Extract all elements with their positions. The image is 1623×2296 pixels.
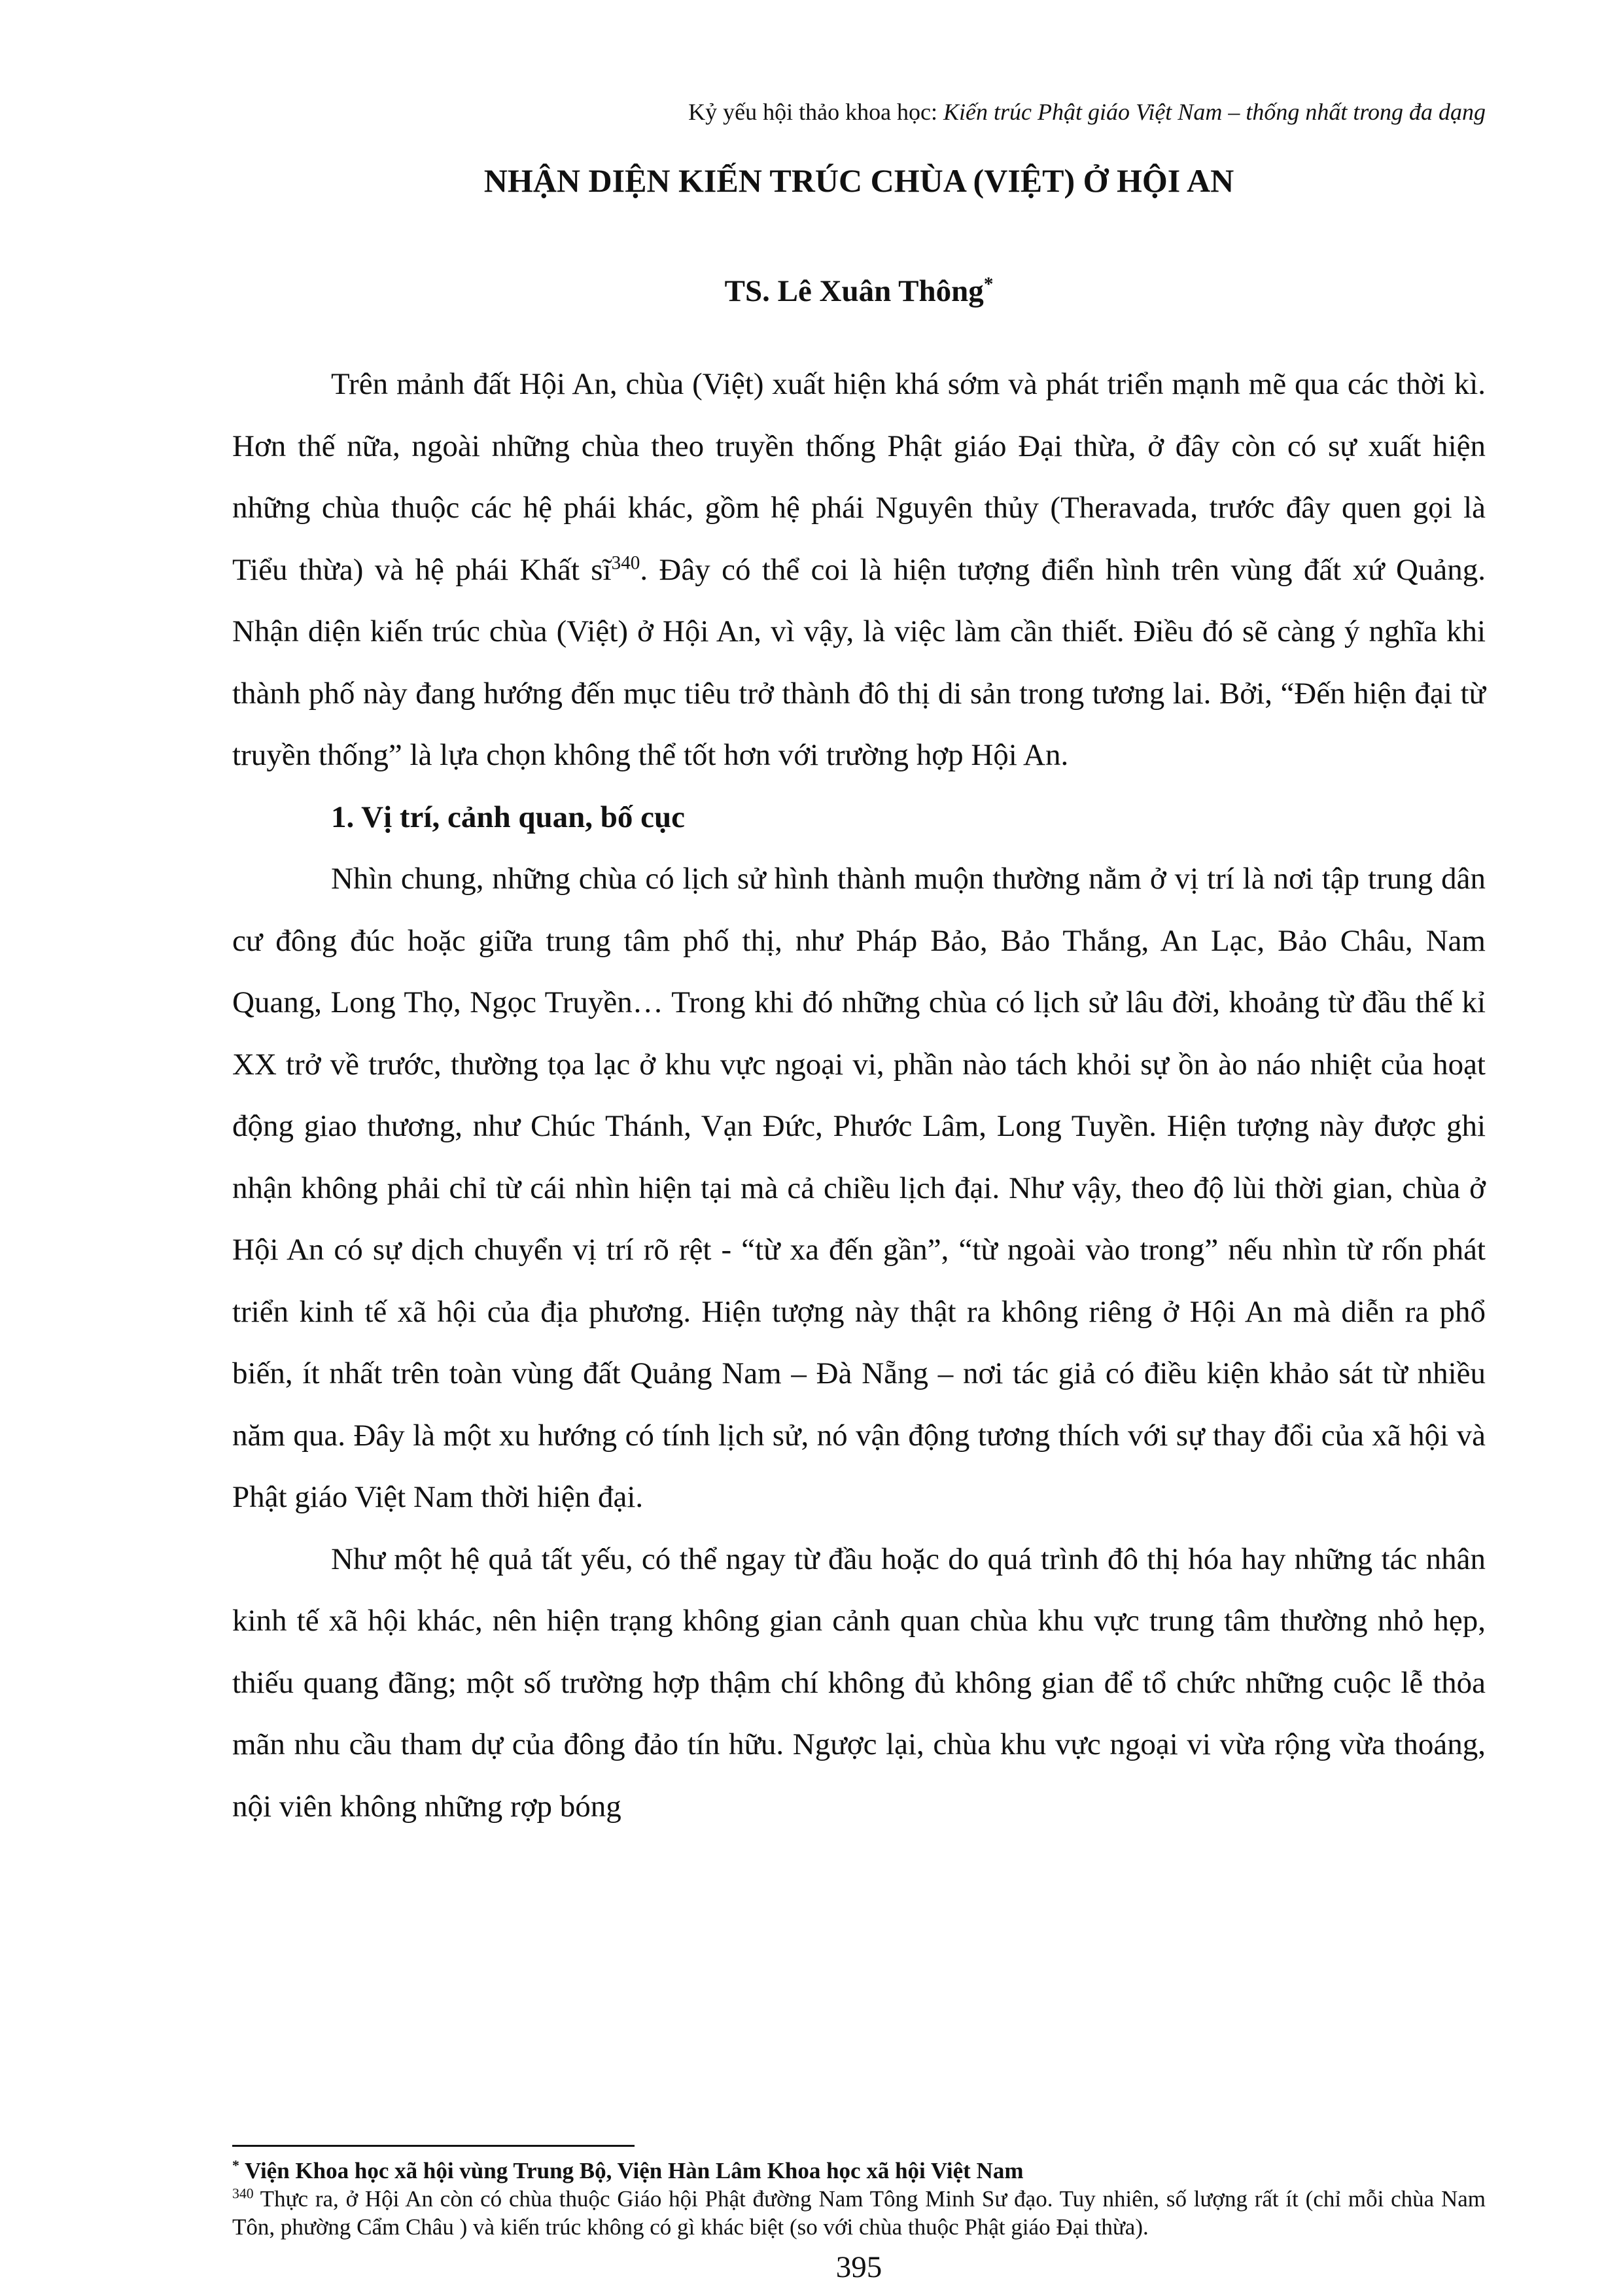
article-title: NHẬN DIỆN KIẾN TRÚC CHÙA (VIỆT) Ở HỘI AN [483,162,1234,199]
author-line [232,274,1486,309]
affiliation-text: Viện Khoa học xã hội vùng Trung Bộ, Viện Hàn Lâm Khoa học xã hội Việt Nam [239,2158,1024,2183]
affiliation-mark: * [232,2157,239,2174]
section-heading-1: 1. Vị trí, cảnh quan, bố cục [331,800,686,834]
footnote-340 [232,2185,1486,2241]
header-prefix: Kỷ yếu hội thảo khoa học: [688,99,944,125]
author-footnote-mark[interactable]: * [983,274,994,295]
body-text [232,353,1486,1837]
footnote-affiliation [232,2157,1486,2185]
paragraph-intro-text: Trên mảnh đất Hội An, chùa (Việt) xuất hiện khá sớm và phát triển mạnh mẽ qua các thời kì. Hơn thế nữa, ngoài những chùa theo truyền thống Phật giáo Đại thừa, ở đây còn có sự xuất hiện những chùa thuộc các hệ phái khác, gồm hệ phái Nguyên thủy (Theravada, trước đây quen gọi là Tiểu thừa) và hệ phái Khất sĩ [232,367,1486,587]
author-name: TS. Lê Xuân Thông [724,274,984,308]
paragraph-intro-text-cont: . Đây có thể coi là hiện tượng điển hình trên vùng đất xứ Quảng. Nhận diện kiến trúc chùa (Việt) ở Hội An, vì vậy, là việc làm cần thiết. Điều đó sẽ càng ý nghĩa khi thành phố này đang hướng đến mục tiêu trở thành đô thị di sản trong tương lai. Bởi, “Đến hiện đại từ truyền thống” là lựa chọn không thể tốt hơn với trường hợp Hội An. [232,552,1486,772]
footnote-number: 340 [232,2185,254,2202]
paragraph-landscape: Như một hệ quả tất yếu, có thể ngay từ đầu hoặc do quá trình đô thị hóa hay những tác nhân kinh tế xã hội khác, nên hiện trạng không gian cảnh quan chùa khu vực trung tâm thường nhỏ hẹp, thiếu quang đãng; một số trường hợp thậm chí không đủ không gian để tổ chức những cuộc lễ thỏa mãn nhu cầu tham dự của đông đảo tín hữu. Ngược lại, chùa khu vực ngoại vi vừa rộng vừa thoáng, nội viên không những rợp bóng [232,1542,1486,1824]
page-number: 395 [835,2250,882,2284]
running-header [688,98,1486,126]
footnote-ref-340[interactable]: 340 [611,552,640,573]
paragraph-intro [232,353,1486,786]
header-title: Kiến trúc Phật giáo Việt Nam – thống nhất trong đa dạng [943,99,1486,125]
footnote-divider [232,2145,635,2147]
paragraph-location: Nhìn chung, những chùa có lịch sử hình thành muộn thường nằm ở vị trí là nơi tập trung dân cư đông đúc hoặc giữa trung tâm phố thị, như Pháp Bảo, Bảo Thắng, An Lạc, Bảo Châu, Nam Quang, Long Thọ, Ngọc Truyền… Trong khi đó những chùa có lịch sử lâu đời, khoảng từ đầu thế kỉ XX trở về trước, thường tọa lạc ở khu vực ngoại vi, phần nào tách khỏi sự ồn ào náo nhiệt của hoạt động giao thương, như Chúc Thánh, Vạn Đức, Phước Lâm, Long Tuyền. Hiện tượng này được ghi nhận không phải chỉ từ cái nhìn hiện tại mà cả chiều lịch đại. Như vậy, theo độ lùi thời gian, chùa ở Hội An có sự dịch chuyển vị trí rõ rệt - “từ xa đến gần”, “từ ngoài vào trong” nếu nhìn từ rốn phát triển kinh tế xã hội của địa phương. Hiện tượng này thật ra không riêng ở Hội An mà diễn ra phổ biến, ít nhất trên toàn vùng đất Quảng Nam – Đà Nẵng – nơi tác giả có điều kiện khảo sát từ nhiều năm qua. Đây là một xu hướng có tính lịch sử, nó vận động tương thích với sự thay đổi của xã hội và Phật giáo Việt Nam thời hiện đại. [232,862,1486,1514]
footnotes [232,2157,1486,2241]
footnote-text: Thực ra, ở Hội An còn có chùa thuộc Giáo hội Phật đường Nam Tông Minh Sư đạo. Tuy nhiên, số lượng rất ít (chỉ mỗi chùa Nam Tôn, phường Cẩm Châu ) và kiến trúc không có gì khác biệt (so với chùa thuộc Phật giáo Đại thừa). [232,2186,1486,2240]
